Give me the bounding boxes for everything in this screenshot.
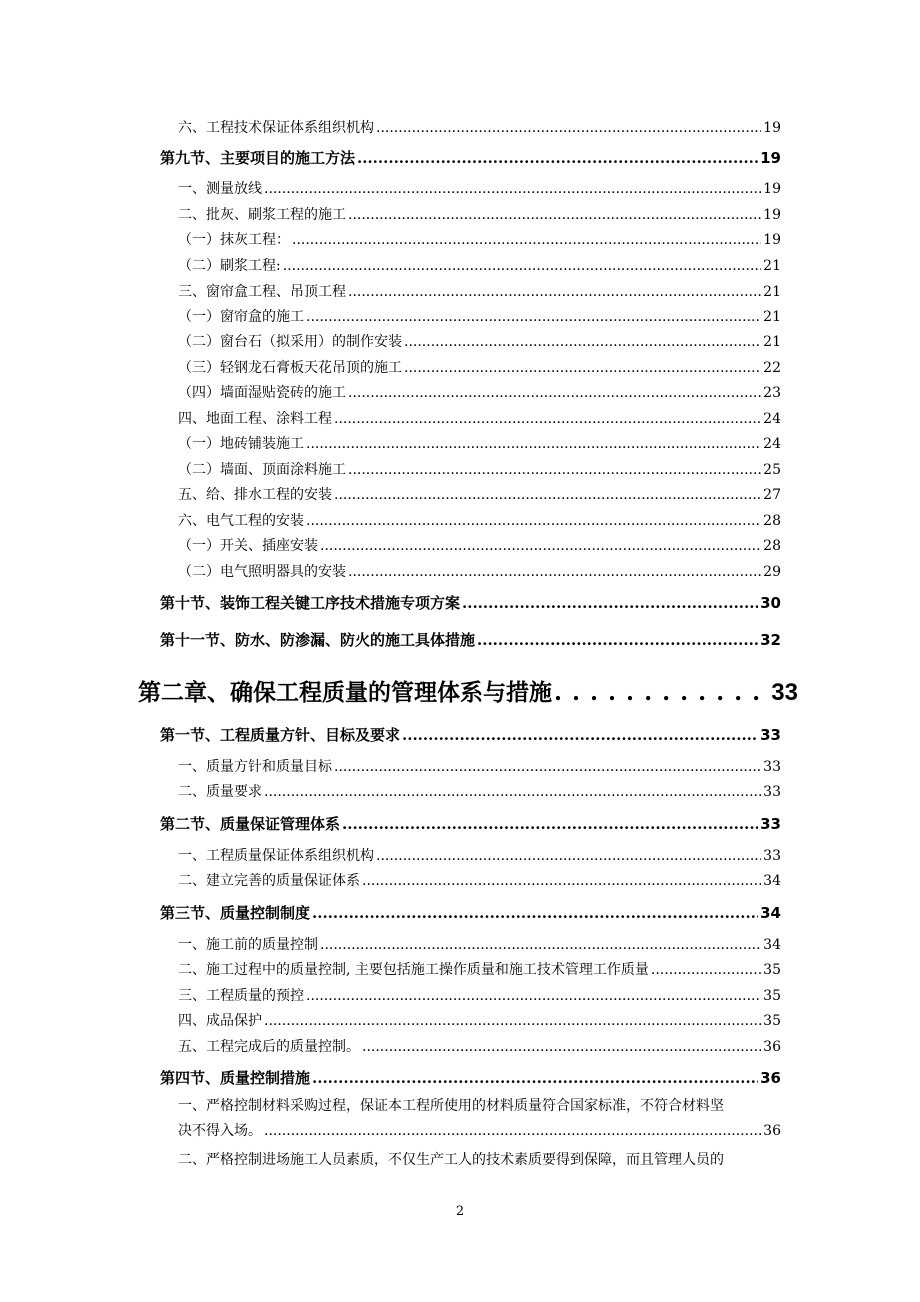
toc-entry[interactable] (178, 459, 781, 479)
toc-section-page: 30 (760, 594, 781, 612)
toc-section[interactable] (160, 902, 781, 923)
toc-entry-title: 六、电气工程的安装 (178, 513, 304, 529)
toc-entry-title: 一、质量方针和质量目标 (178, 759, 332, 775)
toc-entry[interactable] (178, 870, 781, 890)
toc-entry[interactable] (178, 561, 781, 581)
toc-entry-page: 35 (763, 962, 781, 978)
toc-section-page: 33 (760, 815, 781, 833)
dot-leader (362, 873, 761, 889)
dot-leader (320, 937, 761, 953)
toc-chapter-page: 33 (771, 679, 798, 706)
page-number: 2 (455, 1204, 465, 1219)
toc-entry-title: （二）刷浆工程: (178, 258, 281, 274)
toc-entry-page: 21 (763, 334, 781, 350)
toc-entry-title: 五、给、排水工程的安装 (178, 487, 332, 503)
dot-leader (320, 538, 761, 554)
toc-entry-title: （二）墙面、顶面涂料施工 (178, 462, 346, 478)
dot-leader (404, 360, 761, 376)
toc-entry-page: 29 (763, 564, 781, 580)
toc-section[interactable] (160, 592, 781, 613)
toc-entry-title: 四、地面工程、涂料工程 (178, 411, 332, 427)
toc-entry-page: 28 (763, 538, 781, 554)
toc-entry[interactable] (178, 357, 781, 377)
toc-chapter-title: 第二章、确保工程质量的管理体系与措施 (138, 680, 552, 706)
toc-entry-page: 19 (763, 207, 781, 223)
toc-entry[interactable] (178, 408, 781, 428)
dot-leader (376, 120, 761, 136)
toc-section-page: 19 (760, 149, 781, 167)
toc-entry-title: 五、工程完成后的质量控制。 (178, 1039, 360, 1055)
toc-entry-title: 二、施工过程中的质量控制, 主要包括施工操作质量和施工技术管理工作质量 (178, 962, 649, 978)
toc-entry[interactable] (178, 331, 781, 351)
toc-section-page: 33 (760, 726, 781, 744)
dot-leader (264, 784, 761, 800)
toc-section-title: 第二节、质量保证管理体系 (160, 815, 341, 833)
toc-entry-title-line2: 决不得入场。 (178, 1123, 262, 1139)
dot-leader (334, 411, 761, 427)
toc-entry-title: 六、工程技术保证体系组织机构 (178, 120, 374, 136)
toc-entry[interactable] (178, 781, 781, 801)
toc-entry[interactable] (178, 510, 781, 530)
toc-entry-title: 一、测量放线 (178, 181, 262, 197)
dot-leader (348, 462, 761, 478)
toc-entry-title: （一）地砖铺装施工 (178, 436, 304, 452)
toc-entry[interactable] (178, 281, 781, 301)
toc-entry[interactable] (178, 484, 781, 504)
toc-section-page: 36 (760, 1069, 781, 1087)
dot-leader (357, 149, 758, 167)
dot-leader (312, 904, 758, 922)
dot-leader (264, 1119, 761, 1144)
toc-section-title: 第四节、质量控制措施 (160, 1069, 311, 1087)
toc-entry[interactable] (178, 178, 781, 198)
dot-leader (554, 679, 769, 706)
toc-section-title: 第一节、工程质量方针、目标及要求 (160, 726, 401, 744)
dot-leader (402, 726, 758, 744)
toc-entry[interactable] (178, 229, 781, 249)
toc-entry-page: 27 (763, 487, 781, 503)
toc-entry[interactable] (178, 117, 781, 137)
toc-entry[interactable] (178, 1036, 781, 1056)
toc-entry-title: 三、窗帘盒工程、吊顶工程 (178, 284, 346, 300)
dot-leader (312, 1069, 758, 1087)
toc-entry-title: （三）轻钢龙石膏板天花吊顶的施工 (178, 360, 402, 376)
toc-section-page: 34 (760, 904, 781, 922)
toc-chapter[interactable] (138, 674, 798, 707)
toc-entry[interactable] (178, 535, 781, 555)
toc-entry-title: 一、施工前的质量控制 (178, 937, 318, 953)
dot-leader (462, 594, 758, 612)
dot-leader (348, 207, 761, 223)
toc-entry-page: 24 (763, 436, 781, 452)
dot-leader (306, 513, 761, 529)
toc-entry-title: 二、建立完善的质量保证体系 (178, 873, 360, 889)
toc-entry-page: 21 (763, 309, 781, 325)
toc-entry-title-line1: 一、严格控制材料采购过程，保证本工程所使用的材料质量符合国家标准，不符合材料坚 (178, 1098, 724, 1114)
toc-section-title: 第三节、质量控制制度 (160, 904, 311, 922)
toc-entry-page: 34 (763, 873, 781, 889)
toc-section[interactable] (160, 724, 781, 745)
dot-leader (283, 258, 761, 274)
dot-leader (334, 487, 761, 503)
toc-entry-wrapped[interactable] (178, 1094, 781, 1144)
dot-leader (292, 232, 761, 248)
toc-entry-page: 19 (763, 232, 781, 248)
toc-entry[interactable] (178, 959, 781, 979)
toc-entry[interactable] (178, 934, 781, 954)
dot-leader (376, 848, 761, 864)
toc-entry-page: 19 (763, 181, 781, 197)
toc-entry-title: （二）电气照明器具的安装 (178, 564, 346, 580)
dot-leader (264, 1013, 761, 1029)
dot-leader (348, 385, 761, 401)
dot-leader (348, 564, 761, 580)
toc-section-title: 第十节、装饰工程关键工序技术措施专项方案 (160, 594, 461, 612)
toc-entry-title: 四、成品保护 (178, 1013, 262, 1029)
toc-entry[interactable] (178, 306, 781, 326)
dot-leader (348, 284, 761, 300)
dot-leader (264, 181, 761, 197)
toc-entry-title: （一）窗帘盒的施工 (178, 309, 304, 325)
toc-entry-page: 35 (763, 1013, 781, 1029)
dot-leader (334, 759, 761, 775)
toc-section-page: 32 (760, 631, 781, 649)
toc-entry-page: 28 (763, 513, 781, 529)
toc-entry-title: 二、批灰、刷浆工程的施工 (178, 207, 346, 223)
toc-section-title: 第九节、主要项目的施工方法 (160, 149, 356, 167)
dot-leader (651, 962, 761, 978)
toc-entry-page: 22 (763, 360, 781, 376)
dot-leader (404, 334, 761, 350)
toc-entry-page: 36 (763, 1123, 781, 1139)
toc-section[interactable] (160, 1067, 781, 1088)
toc-entry-title: （一）抹灰工程： (178, 232, 290, 248)
toc-section[interactable] (160, 813, 781, 834)
toc-entry-title: 二、质量要求 (178, 784, 262, 800)
toc-entry-page: 21 (763, 284, 781, 300)
toc-entry-page: 35 (763, 988, 781, 1004)
dot-leader (342, 815, 758, 833)
toc-entry-partial[interactable]: 二、严格控制进场施工人员素质，不仅生产工人的技术素质要得到保障，而且管理人员的 (178, 1152, 724, 1168)
toc-entry-page: 19 (763, 120, 781, 136)
toc-entry-page: 23 (763, 385, 781, 401)
toc-entry-title: （一）开关、插座安装 (178, 538, 318, 554)
toc-entry-continuation (178, 1119, 781, 1144)
toc-entry[interactable] (178, 845, 781, 865)
toc-entry[interactable] (178, 204, 781, 224)
dot-leader (306, 988, 761, 1004)
toc-section[interactable] (160, 147, 781, 168)
toc-entry-title: 三、工程质量的预控 (178, 988, 304, 1004)
toc-entry-page: 33 (763, 759, 781, 775)
toc-entry-page: 24 (763, 411, 781, 427)
toc-entry-title: 一、工程质量保证体系组织机构 (178, 848, 374, 864)
toc-entry-page: 36 (763, 1039, 781, 1055)
toc-entry[interactable] (178, 433, 781, 453)
dot-leader (477, 631, 758, 649)
dot-leader (306, 309, 761, 325)
toc-entry-title: （四）墙面湿贴瓷砖的施工 (178, 385, 346, 401)
toc-entry[interactable] (178, 1010, 781, 1030)
toc-entry-page: 21 (763, 258, 781, 274)
toc-entry-title: （二）窗台石（拟采用）的制作安装 (178, 334, 402, 350)
dot-leader (306, 436, 761, 452)
toc-section[interactable] (160, 629, 781, 650)
toc-entry[interactable] (178, 756, 781, 776)
dot-leader (362, 1039, 761, 1055)
toc-entry-page: 33 (763, 848, 781, 864)
toc-entry-page: 25 (763, 462, 781, 478)
toc-entry-page: 33 (763, 784, 781, 800)
toc-entry[interactable] (178, 985, 781, 1005)
toc-entry[interactable] (178, 255, 781, 275)
toc-entry[interactable] (178, 382, 781, 402)
toc-entry-page: 34 (763, 937, 781, 953)
toc-section-title: 第十一节、防水、防渗漏、防火的施工具体措施 (160, 631, 476, 649)
